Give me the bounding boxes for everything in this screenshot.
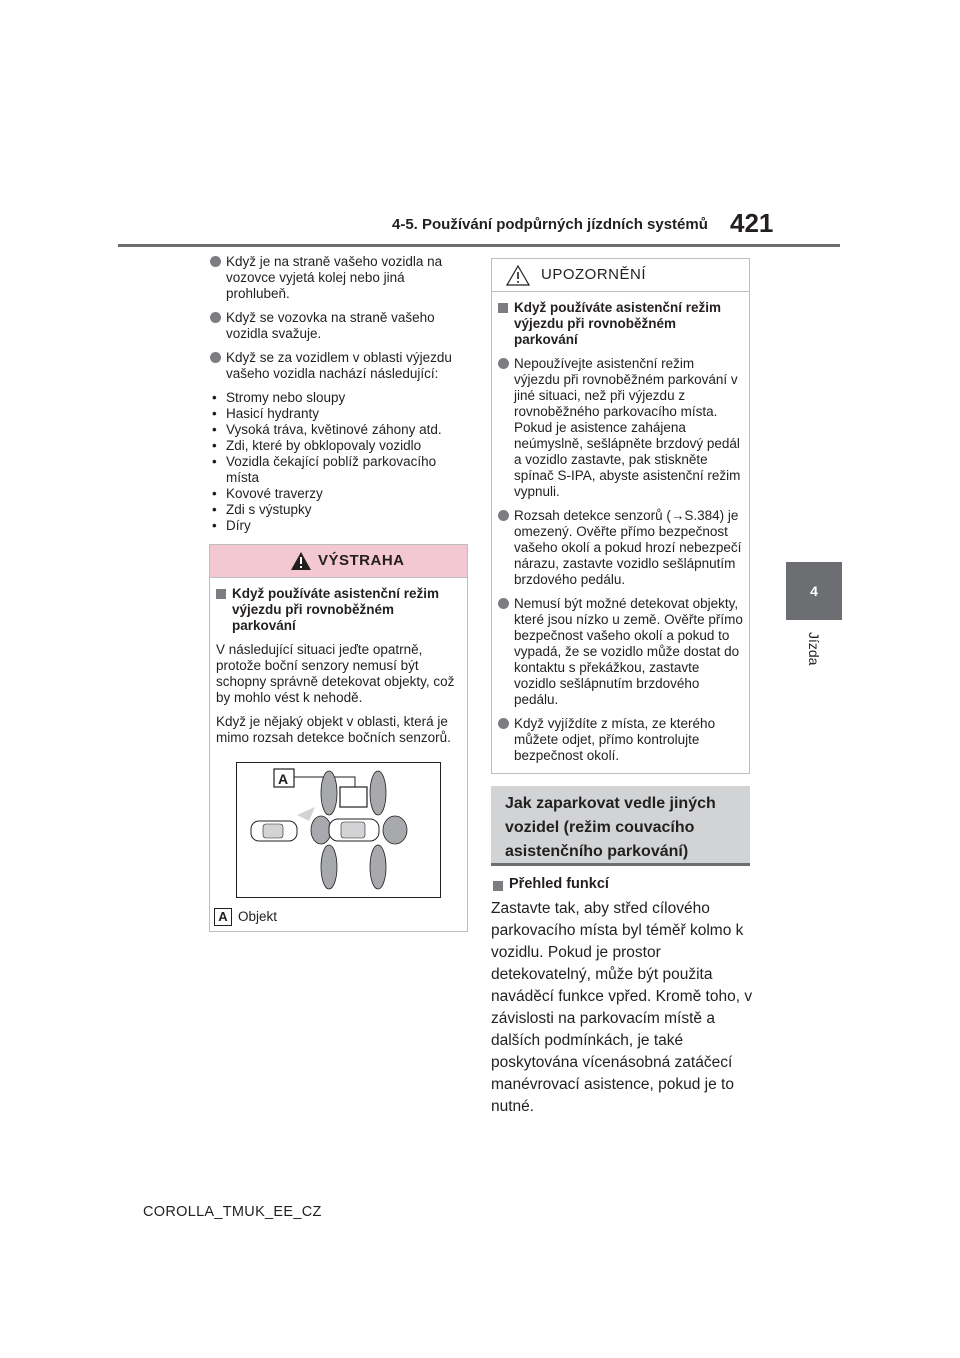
chapter-tab: 4 <box>786 562 842 620</box>
section-heading-bar <box>491 786 750 866</box>
section-title: 4-5. Používání podpůrných jízdních systémů <box>392 216 708 233</box>
bullet-dot-icon <box>210 256 221 267</box>
document-code: COROLLA_TMUK_EE_CZ <box>143 1204 322 1220</box>
warning-title: VÝSTRAHA <box>318 552 405 569</box>
warning-paragraph: Když je nějaký objekt v oblasti, která je mimo rozsah detekce bočních senzorů. <box>216 714 451 745</box>
square-bullet-icon <box>216 589 226 599</box>
bullet-dot-icon <box>210 312 221 323</box>
caution-box <box>491 258 750 774</box>
function-subheading: Přehled funkcí <box>493 876 609 892</box>
left-bullet-list <box>210 254 468 534</box>
list-item: Když vyjíždíte z místa, ze kterého můžete odjet, přímo kontrolujte bezpečnost okolí. <box>498 716 743 764</box>
sub-list-item: • Vozidla čekající poblíž parkovacího místa <box>210 454 468 486</box>
caution-body <box>492 292 749 764</box>
warning-heading: Když používáte asistenční režim výjezdu při rovnoběžném parkování <box>216 586 461 634</box>
bullet-dot-icon <box>210 352 221 363</box>
warning-body <box>210 578 467 746</box>
sub-list-item: • Kovové traverzy <box>210 486 468 502</box>
legend-key-a: A <box>214 908 232 926</box>
diagram-label-a: A <box>278 771 289 787</box>
bullet-dot-icon <box>498 718 509 729</box>
sub-list-item: • Stromy nebo sloupy <box>210 390 468 406</box>
square-bullet-icon <box>498 303 508 313</box>
list-item: Nemusí být možné detekovat objekty, které jsou nízko u země. Ověřte přímo bezpečnost vašeho okolí a pokud to vypadá, že se vozidlo může dostat do kontaktu s překážkou, zastavte vozidlo sešlápnutím brzdového pedálu. <box>498 596 743 708</box>
list-item: Když je na straně vašeho vozidla na vozovce vyjetá kolej nebo jiná prohlubeň. <box>210 254 468 302</box>
caution-heading: Když používáte asistenční režim výjezdu při rovnoběžném parkování <box>498 300 743 348</box>
sub-list-item: • Hasicí hydranty <box>210 406 468 422</box>
caution-title: UPOZORNĚNÍ <box>541 266 647 283</box>
parking-diagram <box>236 762 441 898</box>
function-description: Zastavte tak, aby střed cílového parkovacího místa byl téměř kolmo k vozidlu. Pokud je prostor detekovatelný, může být použita naváděcí funkce vpřed. Kromě toho, v závislosti na parkovacím místě a dalších podmínkách, je také poskytována vícenásobná zatáčecí manévrovací asistence, pokud je to nutné. <box>491 900 753 1115</box>
list-item: Rozsah detekce senzorů (→S.384) je omezený. Ověřte přímo bezpečnost vašeho okolí a pokud hrozí nebezpečí nárazu, zastavte vozidlo sešlápnutím brzdového pedálu. <box>498 508 743 588</box>
sub-list-item: • Zdi, které by obklopovaly vozidlo <box>210 438 468 454</box>
warning-paragraph: V následující situaci jeďte opatrně, protože boční senzory nemusí být schopny správně detekovat objekty, což by mohlo vést k nehodě. <box>216 642 455 705</box>
list-item: Když se vozovka na straně vašeho vozidla svažuje. <box>210 310 468 342</box>
section-heading: Jak zaparkovat vedle jiných vozidel (režim couvacího asistenčního parkování) <box>505 795 716 860</box>
list-item: Když se za vozidlem v oblasti výjezdu vašeho vozidla nachází následující: <box>210 350 468 382</box>
page-number: 421 <box>730 208 774 238</box>
warning-header <box>210 545 467 578</box>
sub-list <box>210 390 468 534</box>
header-divider <box>118 244 840 247</box>
bullet-dot-icon <box>498 358 509 369</box>
list-item: Nepoužívejte asistenční režim výjezdu při rovnoběžném parkování v jiné situaci, než při výjezdu z rovnoběžného parkovacího místa. Pokud je asistence zahájena neúmyslně, sešlápněte brzdový pedál a vozidlo zastavte, pak stiskněte spínač S-IPA, abyste asistenční režim vypnuli. <box>498 356 743 500</box>
object-square-icon <box>340 787 367 807</box>
caution-triangle-icon <box>506 265 530 286</box>
chapter-label-container <box>788 628 840 678</box>
square-bullet-icon <box>493 881 503 891</box>
bullet-dot-icon <box>498 598 509 609</box>
sub-list-item: • Vysoká tráva, květinové záhony atd. <box>210 422 468 438</box>
parking-diagram-illustration <box>237 763 440 897</box>
legend-text: Objekt <box>238 909 278 924</box>
caution-header <box>492 259 749 292</box>
sub-list-item: • Zdi s výstupky <box>210 502 468 518</box>
chapter-label: Jízda <box>806 632 822 666</box>
sub-list-item: • Díry <box>210 518 468 534</box>
bullet-dot-icon <box>498 510 509 521</box>
warning-triangle-icon <box>290 551 312 571</box>
